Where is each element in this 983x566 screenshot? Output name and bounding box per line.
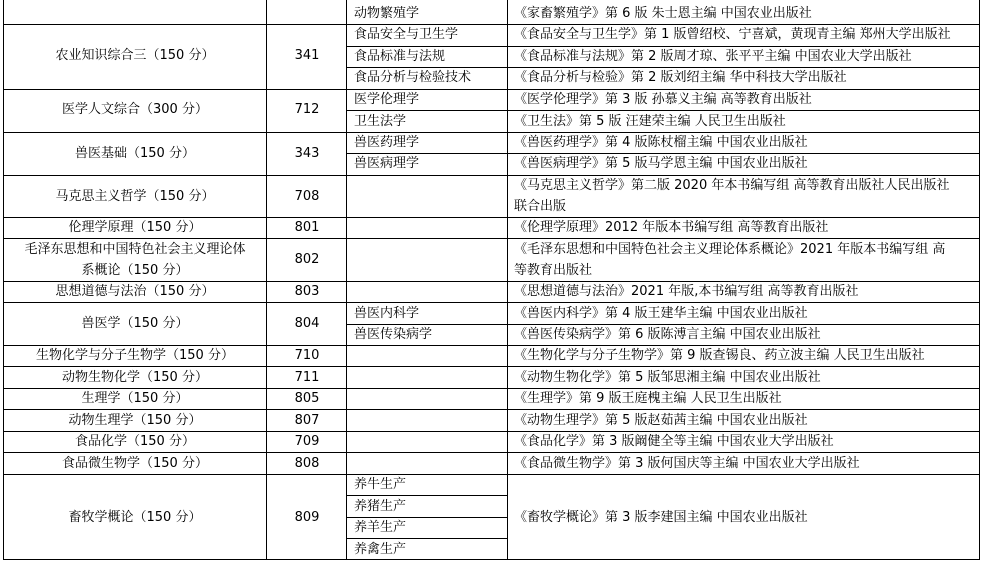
table-cell-subject: 伦理学原理（150 分） <box>68 220 202 235</box>
row-divider <box>3 302 980 303</box>
table-cell-reference: 《马克思主义哲学》第二版 2020 年本书编写组 高等教育出版社人民出版社 <box>514 178 950 193</box>
row-divider <box>3 89 980 90</box>
column-divider <box>3 0 4 560</box>
row-divider <box>3 175 980 176</box>
table-cell-code: 709 <box>294 434 320 449</box>
table-cell-code: 802 <box>294 252 320 267</box>
row-divider <box>3 559 980 560</box>
subrow-divider <box>346 110 980 111</box>
row-divider <box>3 132 980 133</box>
table-cell-reference: 《食品分析与检验》第 2 版刘绍主编 华中科技大学出版社 <box>514 70 847 85</box>
table-cell-subject: 系概论（150 分） <box>81 263 189 278</box>
table-cell-code: 804 <box>294 316 320 331</box>
table-cell-subject: 食品微生物学（150 分） <box>62 456 208 471</box>
table-cell-reference: 《生物化学与分子生物学》第 9 版查锡良、药立波主编 人民卫生出版社 <box>514 348 925 363</box>
table-cell-topic: 养牛生产 <box>354 477 407 492</box>
table-cell-subject: 动物生物化学（150 分） <box>62 370 208 385</box>
subrow-divider <box>346 46 980 47</box>
table-cell-topic: 兽医病理学 <box>354 156 420 171</box>
column-divider <box>979 0 980 560</box>
table-cell-code: 805 <box>294 391 320 406</box>
table-cell-subject: 动物生理学（150 分） <box>68 413 202 428</box>
table-cell-topic: 动物繁殖学 <box>354 6 420 21</box>
subrow-divider <box>346 495 508 496</box>
subrow-divider <box>346 67 980 68</box>
subrow-divider <box>346 324 980 325</box>
row-divider <box>3 217 980 218</box>
table-cell-reference: 联合出版 <box>514 199 567 214</box>
table-cell-topic: 养羊生产 <box>354 520 407 535</box>
table-cell-reference: 《动物生理学》第 5 版赵茹茜主编 中国农业出版社 <box>514 413 808 428</box>
row-divider <box>3 431 980 432</box>
row-divider <box>3 388 980 389</box>
column-divider <box>346 0 347 560</box>
table-cell-subject: 生物化学与分子生物学（150 分） <box>36 348 234 363</box>
table-cell-code: 711 <box>294 370 320 385</box>
table-cell-topic: 兽医药理学 <box>354 135 420 150</box>
row-divider <box>3 238 980 239</box>
table-cell-reference: 《家畜繁殖学》第 6 版 朱士恩主编 中国农业出版社 <box>514 6 812 21</box>
table-cell-topic: 兽医传染病学 <box>354 327 433 342</box>
table-cell-code: 341 <box>294 48 320 63</box>
subrow-divider <box>346 517 508 518</box>
table-cell-subject: 马克思主义哲学（150 分） <box>55 189 215 204</box>
table-cell-reference: 《食品安全与卫生学》第 1 版曾绍校、宁喜斌，黄现青主编 郑州大学出版社 <box>514 27 951 42</box>
table-cell-code: 801 <box>294 220 320 235</box>
row-divider <box>3 24 980 25</box>
column-divider <box>507 0 508 560</box>
table-cell-subject: 畜牧学概论（150 分） <box>68 510 202 525</box>
table-cell-reference: 《思想道德与法治》2021 年版,本书编写组 高等教育出版社 <box>514 284 859 299</box>
table-cell-code: 808 <box>294 456 320 471</box>
table-cell-reference: 《生理学》第 9 版王庭槐主编 人民卫生出版社 <box>514 391 782 406</box>
table-cell-subject: 生理学（150 分） <box>81 391 189 406</box>
table-cell-code: 343 <box>294 146 320 161</box>
column-divider <box>266 0 267 560</box>
table-cell-subject: 思想道德与法治（150 分） <box>55 284 215 299</box>
row-divider <box>3 409 980 410</box>
table-cell-subject: 毛泽东思想和中国特色社会主义理论体 <box>24 242 246 257</box>
table-cell-code: 712 <box>294 102 320 117</box>
table-cell-code: 803 <box>294 284 320 299</box>
table-cell-reference: 《食品标准与法规》第 2 版周才琼、张平平主编 中国农业大学出版社 <box>514 49 912 64</box>
table-cell-topic: 食品标准与法规 <box>354 49 446 64</box>
table-cell-reference: 《食品化学》第 3 版阚健全等主编 中国农业大学出版社 <box>514 434 834 449</box>
row-divider <box>3 474 980 475</box>
table-cell-code: 809 <box>294 510 320 525</box>
table-cell-reference: 《毛泽东思想和中国特色社会主义理论体系概论》2021 年版本书编写组 高 <box>514 242 946 257</box>
table-cell-subject: 农业知识综合三（150 分） <box>55 48 215 63</box>
table-cell-reference: 《动物生物化学》第 5 版邹思湘主编 中国农业出版社 <box>514 370 821 385</box>
table-cell-subject: 医学人文综合（300 分） <box>62 102 208 117</box>
table-cell-reference: 《畜牧学概论》第 3 版李建国主编 中国农业出版社 <box>514 510 808 525</box>
row-divider <box>3 281 980 282</box>
table-cell-reference: 《兽医药理学》第 4 版陈杖榴主编 中国农业出版社 <box>514 135 808 150</box>
table-cell-reference: 《医学伦理学》第 3 版 孙慕义主编 高等教育出版社 <box>514 92 812 107</box>
table-cell-reference: 《兽医传染病学》第 6 版陈溥言主编 中国农业出版社 <box>514 327 821 342</box>
table-cell-reference: 《卫生法》第 5 版 汪建荣主编 人民卫生出版社 <box>514 114 786 129</box>
table-cell-topic: 兽医内科学 <box>354 306 420 321</box>
table-cell-topic: 养禽生产 <box>354 542 407 557</box>
table-cell-subject: 兽医学（150 分） <box>81 316 189 331</box>
table-cell-topic: 养猪生产 <box>354 499 407 514</box>
row-divider <box>3 452 980 453</box>
table-cell-reference: 等教育出版社 <box>514 263 593 278</box>
subrow-divider <box>346 153 980 154</box>
table-cell-reference: 《食品微生物学》第 3 版何国庆等主编 中国农业大学出版社 <box>514 456 860 471</box>
table-cell-code: 710 <box>294 348 320 363</box>
table-cell-subject: 食品化学（150 分） <box>75 434 195 449</box>
table-cell-subject: 兽医基础（150 分） <box>75 146 195 161</box>
table-cell-reference: 《兽医内科学》第 4 版王建华主编 中国农业出版社 <box>514 306 808 321</box>
table-cell-code: 708 <box>294 189 320 204</box>
row-divider <box>3 366 980 367</box>
subrow-divider <box>346 538 508 539</box>
row-divider <box>3 345 980 346</box>
table-cell-reference: 《伦理学原理》2012 年版本书编写组 高等教育出版社 <box>514 220 829 235</box>
table-cell-topic: 卫生法学 <box>354 114 407 129</box>
table-cell-code: 807 <box>294 413 320 428</box>
table-cell-topic: 食品分析与检验技术 <box>354 70 472 85</box>
table-cell-reference: 《兽医病理学》第 5 版马学恩主编 中国农业出版社 <box>514 156 808 171</box>
table-cell-topic: 食品安全与卫生学 <box>354 27 459 42</box>
table-cell-topic: 医学伦理学 <box>354 92 420 107</box>
